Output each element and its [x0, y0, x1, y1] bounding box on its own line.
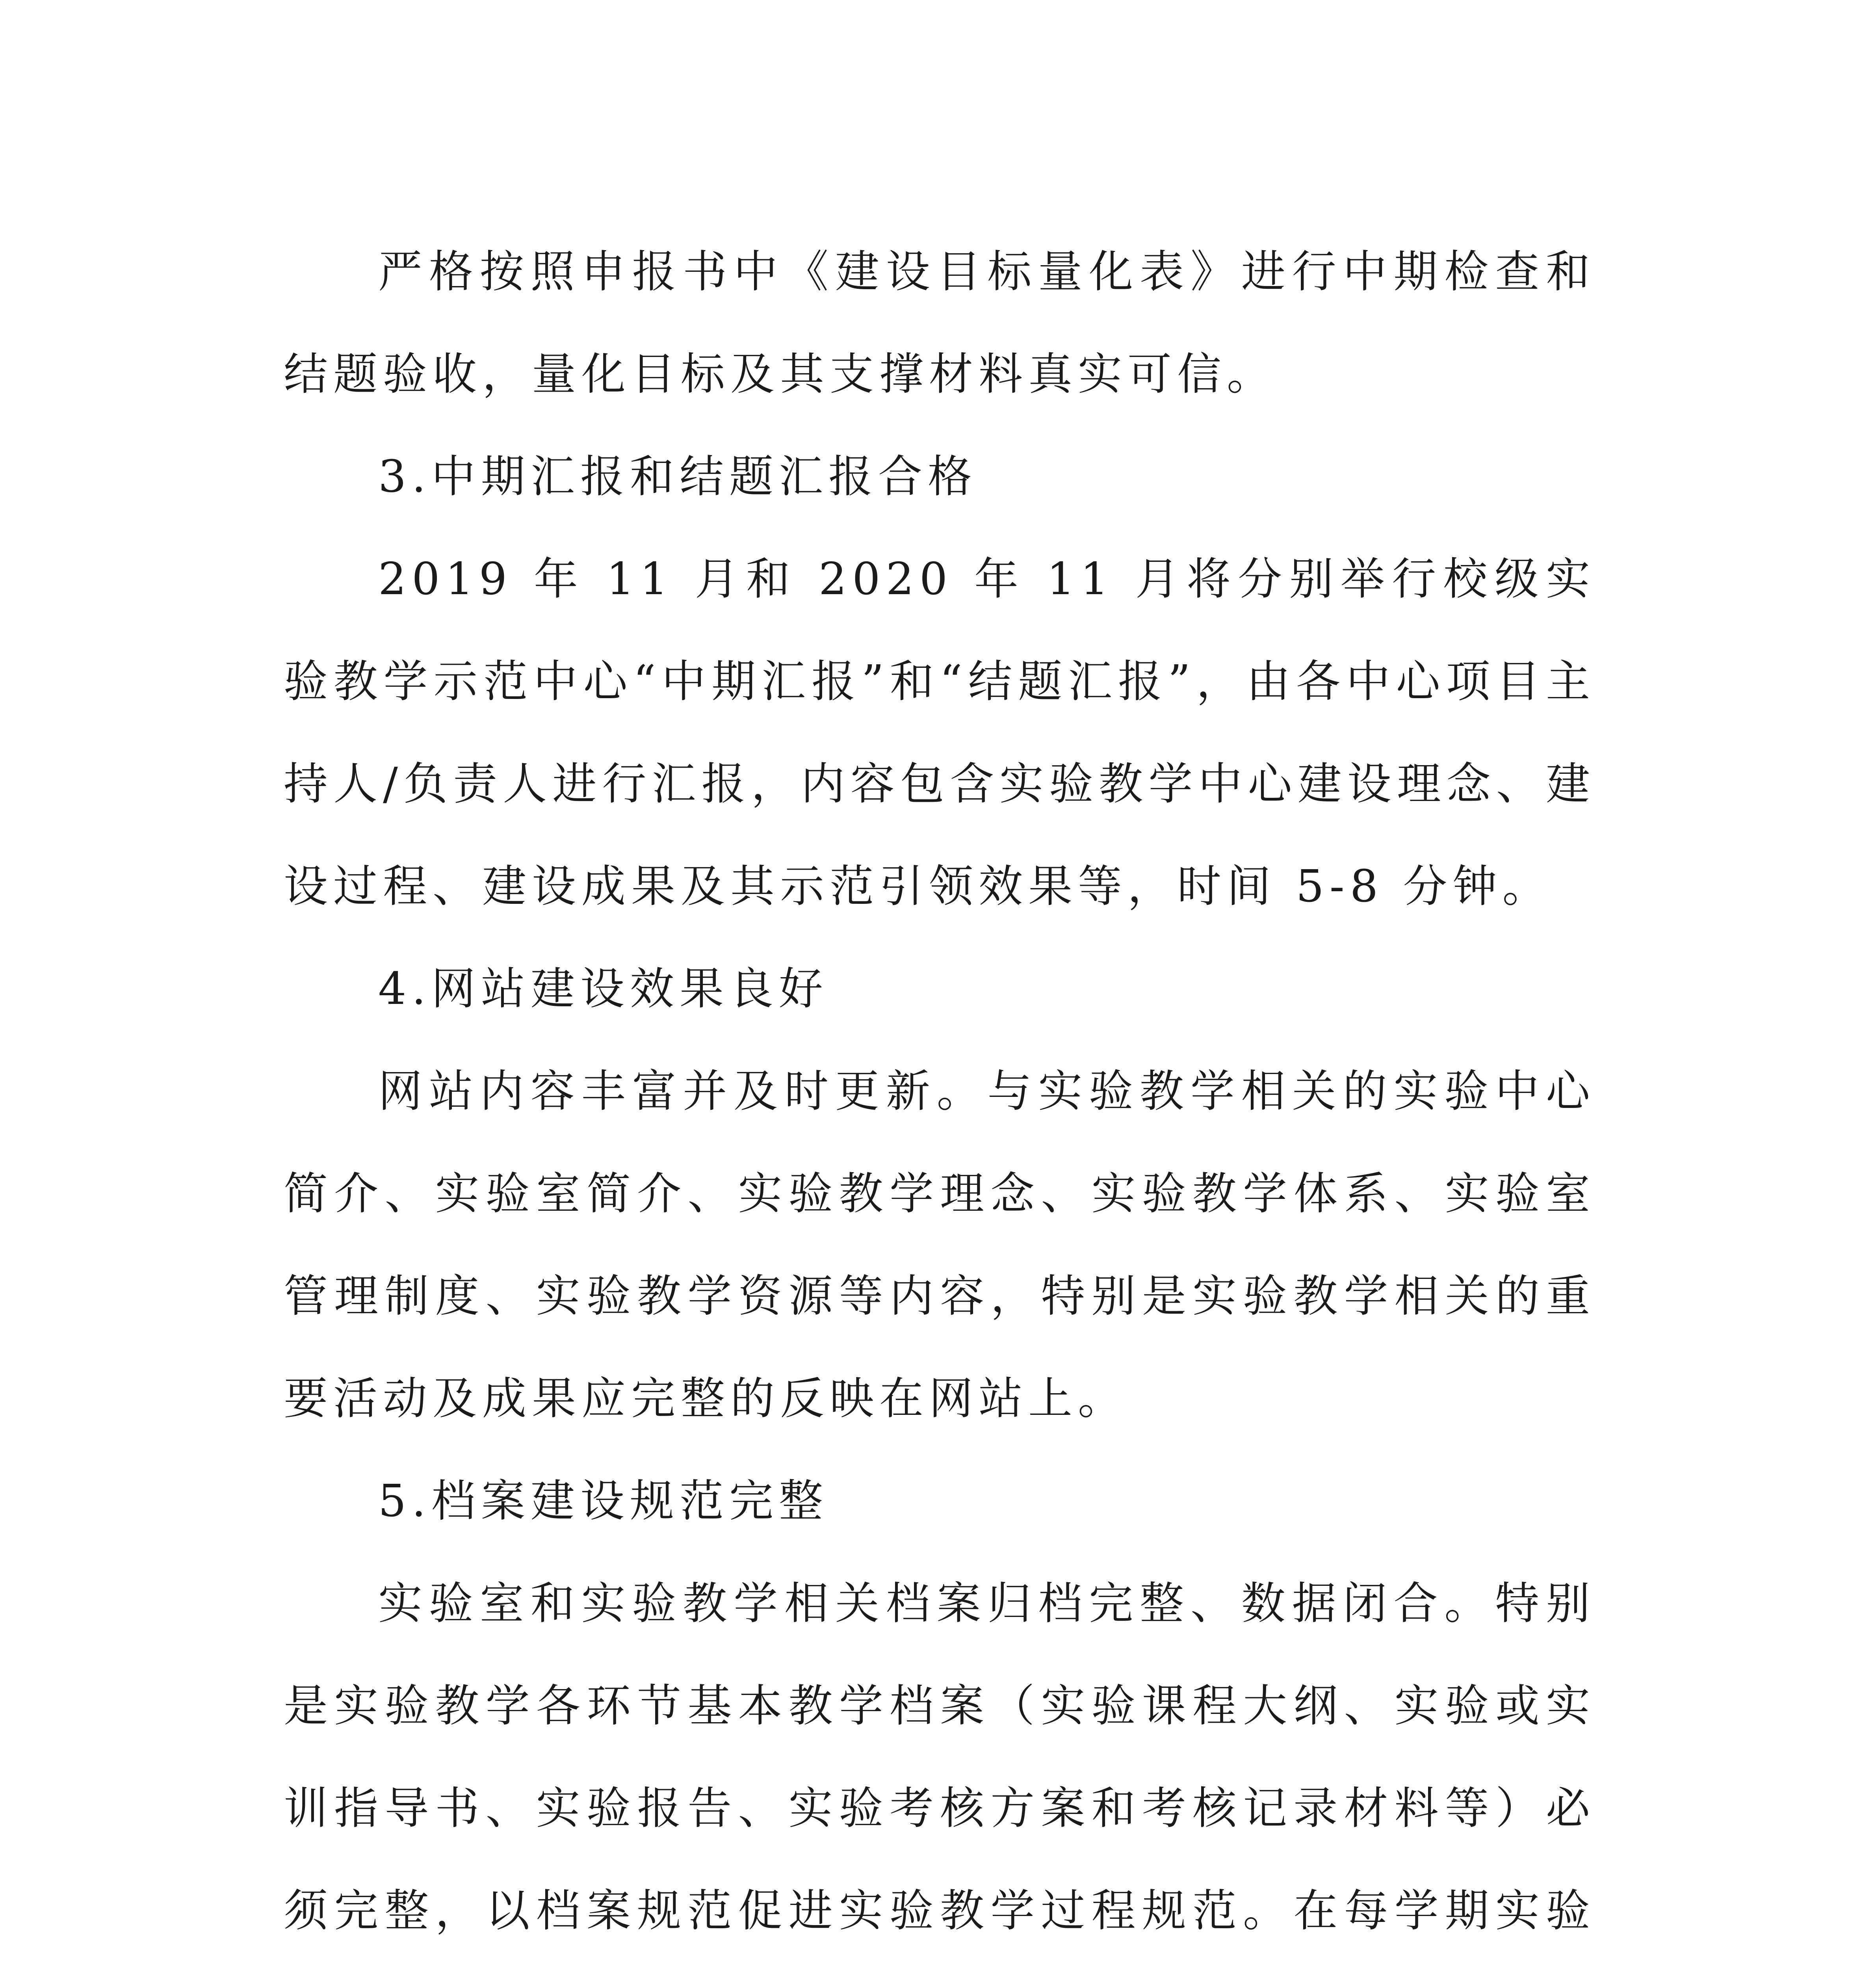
heading-website: 4.网站建设效果良好 — [378, 963, 828, 1015]
paragraph-midterm-report: 2019 年 11 月和 2020 年 11 月将分别举行校级实验教学示范中心“中期汇报”和“结题汇报”，由各中心项目主持人/负责人进行汇报，内容包含实验教学中心建设理念、建设过程、建设成果及其示范引领效果等，时间 5-8 分钟。 — [284, 554, 1596, 912]
body-text — [284, 221, 1596, 1970]
heading-midterm-report: 3.中期汇报和结题汇报合格 — [378, 451, 977, 502]
heading-archives: 5.档案建设规范完整 — [378, 1476, 828, 1527]
paragraph-quantification: 严格按照申报书中《建设目标量化表》进行中期检查和结题验收，量化目标及其支撑材料真实可信。 — [284, 246, 1596, 400]
paragraph-website: 网站内容丰富并及时更新。与实验教学相关的实验中心简介、实验室简介、实验教学理念、实验教学体系、实验室管理制度、实验教学资源等内容，特别是实验教学相关的重要活动及成果应完整的反映在网站上。 — [284, 1066, 1596, 1424]
paragraph-archives: 实验室和实验教学相关档案归档完整、数据闭合。特别是实验教学各环节基本教学档案（实验课程大纲、实验或实训指导书、实验报告、实验考核方案和考核记录材料等）必须完整，以档案规范促进实验教学过程规范。在每学期实验 — [284, 1578, 1596, 1937]
